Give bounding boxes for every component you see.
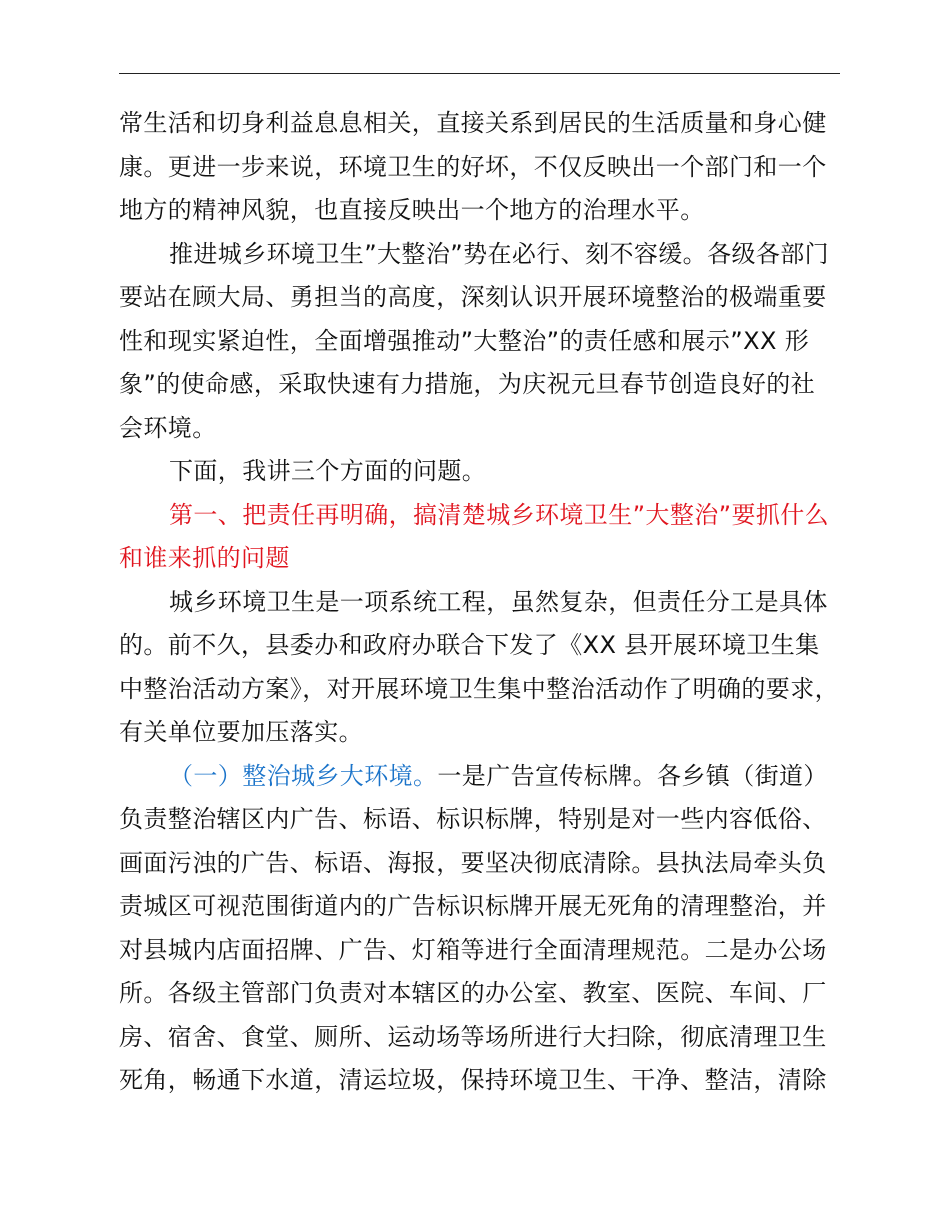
subheading-text: 一是广告宣传标牌。各乡镇（街道） [437, 761, 828, 790]
document-body [119, 102, 841, 1103]
text-line: 对县城内店面招牌、广告、灯箱等进行全面清理规范。二是办公场 [119, 935, 827, 964]
text-line: 地方的精神风貌，也直接反映出一个地方的治理水平。 [119, 196, 705, 224]
text-line: 中整治活动方案》，对开展环境卫生集中整治活动作了明确的要求， [119, 674, 839, 703]
section-heading-line: 第一、把责任再明确，搞清楚城乡环境卫生”大整治”要抓什么 [169, 500, 830, 529]
text-line: 性和现实紧迫性，全面增强推动”大整治”的责任感和展示”XX 形 [119, 326, 810, 355]
text-line: 象”的使命感，采取快速有力措施，为庆祝元旦春节创造良好的社 [119, 370, 816, 398]
text-line: 的。前不久，县委办和政府办联合下发了《XX 县开展环境卫生集 [119, 631, 820, 659]
text-line: 所。各级主管部门负责对本辖区的办公室、教室、医院、车间、厂 [119, 979, 827, 1007]
text-line: 责城区可视范围街道内的广告标识标牌开展无死角的清理整治，并 [119, 892, 827, 920]
paragraph-start-line: 推进城乡环境卫生”大整治”势在必行、刻不容缓。各级各部门 [169, 239, 830, 268]
text-line: 常生活和切身利益息息相关，直接关系到居民的生活质量和身心健 [119, 109, 827, 137]
subheading-line [119, 755, 841, 799]
text-line: 负责整治辖区内广告、标语、标识标牌，特别是对一些内容低俗、 [119, 805, 827, 833]
text-line: 要站在顾大局、勇担当的高度，深刻认识开展环境整治的极端重要 [119, 283, 827, 311]
text-line: 康。更进一步来说，环境卫生的好坏，不仅反映出一个部门和一个 [119, 152, 827, 181]
text-line: 死角，畅通下水道，清运垃圾，保持环境卫生、干净、整洁，清除 [119, 1066, 827, 1094]
text-line: 会环境。 [119, 413, 217, 442]
section-heading-line: 和谁来抓的问题 [119, 544, 290, 572]
text-line: 画面污浊的广告、标语、海报，要坚决彻底清除。县执法局牵头负 [119, 848, 827, 877]
text-line: 房、宿舍、食堂、厕所、运动场等场所进行大扫除，彻底清理卫生 [119, 1022, 827, 1051]
subheading-title: （一）整治城乡大环境。 [169, 761, 438, 790]
text-line: 有关单位要加压落实。 [119, 718, 363, 746]
paragraph-start-line: 下面，我讲三个方面的问题。 [169, 457, 487, 485]
paragraph-start-line: 城乡环境卫生是一项系统工程，虽然复杂，但责任分工是具体 [169, 587, 828, 616]
header-rule [119, 73, 840, 74]
